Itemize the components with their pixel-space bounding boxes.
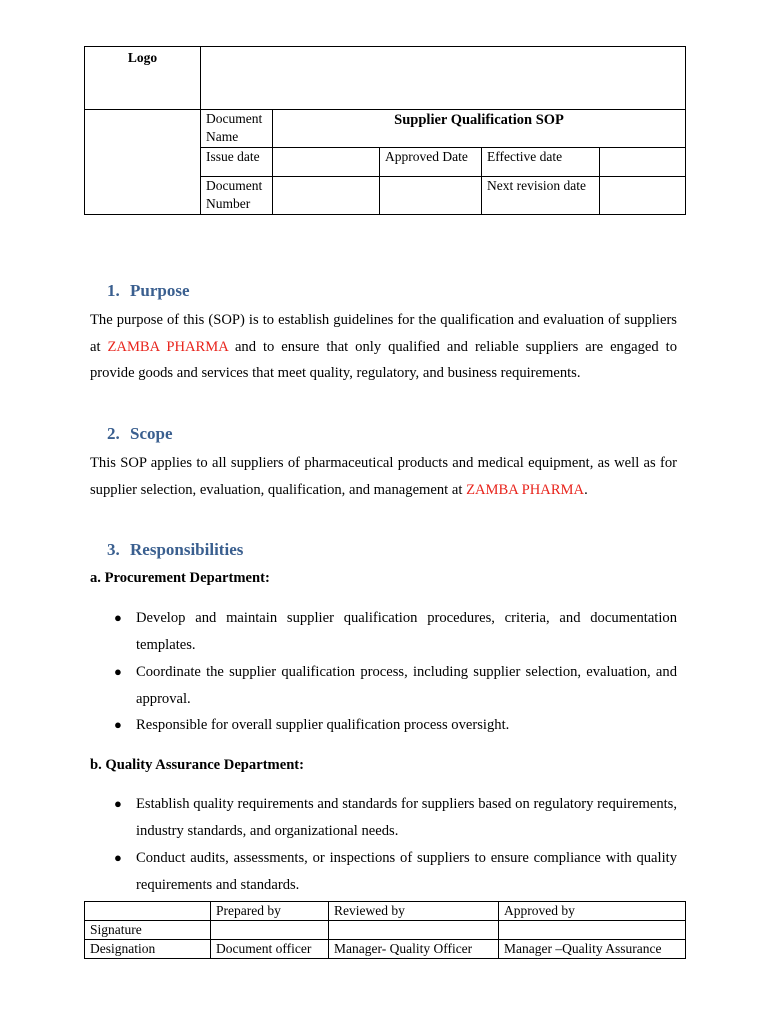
purpose-paragraph <box>90 307 677 387</box>
prepared-signature-cell <box>211 921 329 940</box>
list-item-text: Establish quality requirements and standards for suppliers based on regulatory requirements, industry standards, and organizational needs. <box>136 796 677 839</box>
document-name-label: Document Name <box>201 110 273 148</box>
reviewed-by-header: Reviewed by <box>329 902 499 921</box>
designation-label: Designation <box>85 940 211 959</box>
scope-text-end: . <box>584 481 588 498</box>
qa-subheading: b. Quality Assurance Department: <box>90 757 305 773</box>
list-item <box>114 791 677 844</box>
document-number-label: Document Number <box>201 177 273 215</box>
purpose-text: The purpose of this (SOP) is to establish guidelines for the qualification and evaluation of suppliers at <box>90 312 677 355</box>
effective-date-label: Effective date <box>482 148 600 177</box>
responsibilities-heading <box>107 540 243 560</box>
issue-date-value <box>273 148 380 177</box>
list-item <box>114 605 677 658</box>
approved-signature-cell <box>499 921 686 940</box>
footer-corner-cell <box>85 902 211 921</box>
bullet-icon: ● <box>114 717 122 732</box>
logo-placeholder: Logo <box>85 47 201 110</box>
bullet-icon: ● <box>114 610 122 625</box>
purpose-number: 1. <box>107 281 120 300</box>
procurement-subheading: a. Procurement Department: <box>90 570 270 586</box>
purpose-heading <box>107 281 190 301</box>
issue-date-label: Issue date <box>201 148 273 177</box>
scope-number: 2. <box>107 424 120 443</box>
list-item-text: Coordinate the supplier qualification process, including supplier selection, evaluation, and approval. <box>136 664 677 707</box>
approved-date-label: Approved Date <box>380 148 482 177</box>
approval-footer-table <box>84 901 686 959</box>
header-left-blank-cell <box>85 110 201 215</box>
next-revision-value <box>600 177 686 215</box>
document-header-table <box>84 46 686 215</box>
effective-date-value <box>600 148 686 177</box>
bullet-icon: ● <box>114 796 122 811</box>
header-blank-cell <box>201 47 686 110</box>
approved-by-header: Approved by <box>499 902 686 921</box>
prepared-by-header: Prepared by <box>211 902 329 921</box>
purpose-text-end: and to ensure that only qualified and reliable suppliers are engaged to provide goods and services that meet quality, regulatory, and business requirements. <box>90 338 678 381</box>
list-item-text: Develop and maintain supplier qualification procedures, criteria, and documentation templates. <box>136 610 677 653</box>
list-item <box>114 659 677 712</box>
reviewed-signature-cell <box>329 921 499 940</box>
list-item <box>114 712 677 739</box>
scope-title: Scope <box>130 424 173 443</box>
bullet-icon: ● <box>114 850 122 865</box>
prepared-designation: Document officer <box>211 940 329 959</box>
responsibilities-title: Responsibilities <box>130 540 244 559</box>
scope-heading <box>107 424 173 444</box>
list-item-text: Conduct audits, assessments, or inspections of suppliers to ensure compliance with quality requirements and standards. <box>136 850 677 893</box>
scope-paragraph <box>90 450 677 503</box>
approved-designation: Manager –Quality Assurance <box>499 940 686 959</box>
bullet-icon: ● <box>114 664 122 679</box>
next-revision-label: Next revision date <box>482 177 600 215</box>
scope-text: This SOP applies to all suppliers of pharmaceutical products and medical equipment, as well as for supplier selection, evaluation, qualification, and management at <box>90 455 677 498</box>
company-name: ZAMBA PHARMA <box>107 338 228 355</box>
purpose-title: Purpose <box>130 281 190 300</box>
list-item <box>114 845 677 898</box>
responsibilities-number: 3. <box>107 540 120 559</box>
approved-date-value <box>380 177 482 215</box>
signature-label: Signature <box>85 921 211 940</box>
company-name: ZAMBA PHARMA <box>466 481 585 498</box>
document-number-value <box>273 177 380 215</box>
document-title: Supplier Qualification SOP <box>273 110 686 148</box>
list-item-text: Responsible for overall supplier qualification process oversight. <box>136 717 510 733</box>
reviewed-designation: Manager- Quality Officer <box>329 940 499 959</box>
